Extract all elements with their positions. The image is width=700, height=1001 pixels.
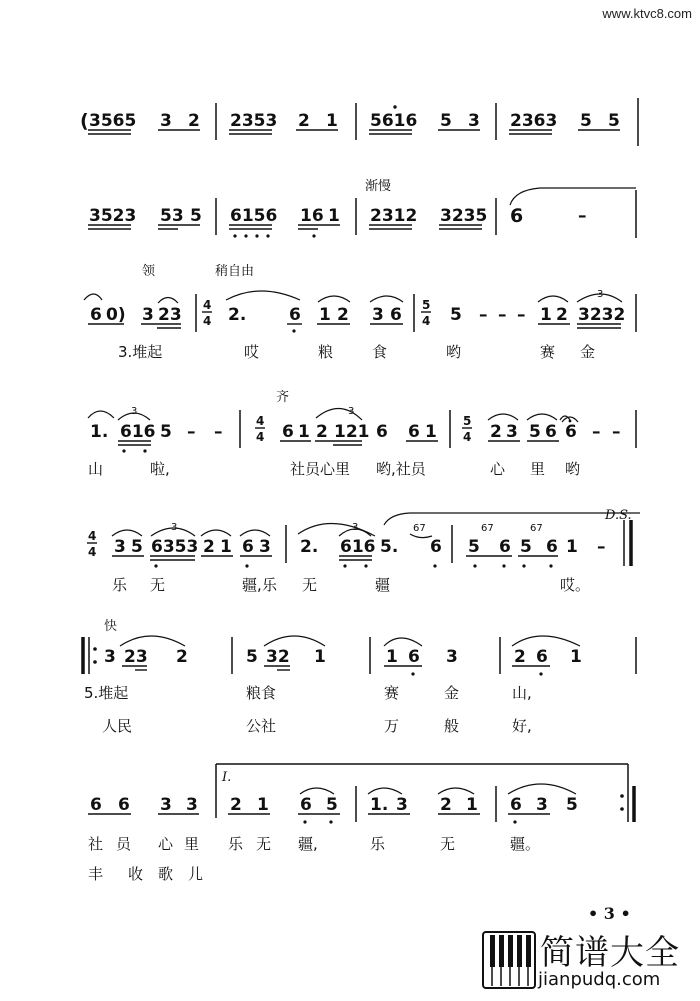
note-group: 2363 [510, 111, 558, 131]
score-line-3 [84, 263, 636, 361]
time-signature-bottom: 4 [256, 430, 265, 444]
direction-solo: 领 [142, 264, 156, 279]
lyric: 山 [88, 460, 104, 478]
note: 3 [446, 647, 458, 667]
dash: – [187, 422, 196, 442]
lyric: 里 [184, 835, 200, 853]
lyric: 哟 [565, 460, 581, 478]
dash: – [597, 537, 606, 557]
lyric: 乐 [370, 835, 386, 853]
note: 6 [390, 305, 402, 325]
score-line-4 [88, 390, 636, 478]
note: 5 [131, 537, 143, 557]
time-signature-bottom: 4 [422, 314, 431, 328]
note: 2 [203, 537, 215, 557]
dash: – [498, 305, 507, 325]
note-group: 23 [124, 647, 148, 667]
lyric: 无 [256, 835, 272, 853]
lyric: 乐 [228, 835, 244, 853]
lyric: 粮食 [246, 684, 277, 702]
dash: – [578, 206, 587, 226]
lyric: 无 [440, 835, 456, 853]
lyric: 疆, [298, 835, 318, 853]
time-signature-top: 4 [203, 298, 212, 312]
time-signature-top: 5 [463, 414, 472, 428]
lyric: 食 [372, 343, 388, 361]
note-group: 2353 [230, 111, 278, 131]
dash: – [214, 422, 223, 442]
lyric: 丰 [88, 865, 104, 883]
note: 3 [186, 795, 198, 815]
note-group: 16 [300, 206, 324, 226]
note: 6 [408, 422, 420, 442]
lyric: 啦, [150, 460, 170, 478]
note: 5 [608, 111, 620, 131]
note: 2 [298, 111, 310, 131]
score-line-1 [80, 98, 638, 146]
note: 5 [520, 537, 532, 557]
note: 2 [440, 795, 452, 815]
note: 5 [326, 795, 338, 815]
note-group: 53 [160, 206, 184, 226]
note: 2 [490, 422, 502, 442]
lyric: 社员心里 [290, 460, 351, 478]
svg-text:3: 3 [348, 406, 355, 417]
note: 1 [540, 305, 552, 325]
lyric: 儿 [188, 865, 204, 883]
lyric: 里 [530, 460, 546, 478]
note: 6 [242, 537, 254, 557]
note-group: 3232 [578, 305, 626, 325]
time-signature-bottom: 4 [88, 545, 97, 559]
note: 6 [408, 647, 420, 667]
dash: – [612, 422, 621, 442]
dash: – [517, 305, 526, 325]
time-signature-bottom: 4 [203, 314, 212, 328]
note: 1 [425, 422, 437, 442]
svg-text:3: 3 [171, 522, 178, 533]
note: 3 [536, 795, 548, 815]
note: 2 [230, 795, 242, 815]
note: 2 [176, 647, 188, 667]
note: 1 [220, 537, 232, 557]
note: 3 [104, 647, 116, 667]
svg-text:3: 3 [131, 406, 138, 417]
note: 1 [257, 795, 269, 815]
lyric: 万 [384, 717, 400, 735]
note-group: 6156 [230, 206, 278, 226]
lyric: 公社 [246, 717, 277, 735]
note: 6 [545, 422, 557, 442]
lyric: 疆。 [510, 835, 541, 853]
lyric: 哟 [446, 343, 462, 361]
lyric: 无 [150, 576, 166, 594]
lyric: 5.堆起 [84, 684, 129, 702]
watermark-url: www.ktvc8.com [602, 6, 692, 21]
page-number: • 3 • [588, 904, 631, 923]
note-group: 121 [334, 422, 370, 442]
open-parenthesis: ( [80, 110, 89, 132]
grace-notes: 67 [530, 523, 543, 534]
note-group: 3565 [89, 111, 137, 131]
note: 5 [440, 111, 452, 131]
note: 6 [510, 795, 522, 815]
note: 1 [319, 305, 331, 325]
note: 1 [298, 422, 310, 442]
lyric: 3.堆起 [118, 343, 163, 361]
note: 6 [565, 422, 577, 442]
note: 5. [380, 537, 399, 557]
note: 5 [468, 537, 480, 557]
lyric: 社 [88, 835, 104, 853]
note: 3 [160, 795, 172, 815]
dash: – [479, 305, 488, 325]
note-group: 3235 [440, 206, 488, 226]
note: 6 [536, 647, 548, 667]
note: 6 [90, 795, 102, 815]
note: 3 [160, 111, 172, 131]
note: 1. [90, 422, 109, 442]
note: 5 [580, 111, 592, 131]
note: 1. [370, 795, 389, 815]
time-signature-top: 5 [422, 298, 431, 312]
lyric: 般 [444, 717, 460, 735]
watermark-site-domain: jianpudq.com [538, 969, 661, 990]
lyric: 好, [512, 717, 532, 735]
lyric: 赛 [540, 343, 556, 361]
note: 6 [430, 537, 442, 557]
note: 6 [90, 305, 102, 325]
note: 5 [529, 422, 541, 442]
note: 1 [386, 647, 398, 667]
note: 3 [372, 305, 384, 325]
note-group: 5616 [370, 111, 418, 131]
lyric: 疆, [242, 576, 262, 594]
lyric: 金 [580, 343, 596, 361]
note: 1 [314, 647, 326, 667]
lyric: 哎 [244, 343, 260, 361]
note: 2 [514, 647, 526, 667]
direction-rubato: 稍自由 [215, 264, 255, 279]
note-group: 23 [158, 305, 182, 325]
direction-fast: 快 [104, 619, 118, 634]
note-group: 2312 [370, 206, 418, 226]
grace-notes: 67 [413, 523, 426, 534]
note: 1 [328, 206, 340, 226]
lyric: 收 [128, 865, 144, 883]
note-group: 6353 [151, 537, 199, 557]
lyric: 疆 [375, 576, 391, 594]
time-signature-top: 4 [256, 414, 265, 428]
note: 5 [160, 422, 172, 442]
note: 1 [326, 111, 338, 131]
lyric: 乐 [262, 576, 278, 594]
note: 6 [282, 422, 294, 442]
lyric: 无 [302, 576, 318, 594]
note: 0) [106, 305, 126, 325]
lyric: 人民 [102, 717, 133, 735]
note: 2. [300, 537, 319, 557]
note: 6 [300, 795, 312, 815]
note: 3 [468, 111, 480, 131]
lyric: 歌 [158, 865, 174, 883]
note: 2 [337, 305, 349, 325]
dash: – [592, 422, 601, 442]
note: 2. [228, 305, 247, 325]
note-group: 32 [266, 647, 290, 667]
note: 3 [142, 305, 154, 325]
note-group: 3523 [89, 206, 137, 226]
note: 3 [114, 537, 126, 557]
dal-segno-mark: D.S. [605, 508, 632, 523]
note: 6 [546, 537, 558, 557]
lyric: 金 [444, 684, 460, 702]
note-group: 616 [340, 537, 376, 557]
svg-text:3: 3 [352, 522, 359, 533]
lyric: 乐 [112, 576, 128, 594]
watermark-logo [482, 925, 694, 995]
note: 5 [190, 206, 202, 226]
lyric: 心 [158, 835, 174, 853]
time-signature-top: 4 [88, 529, 97, 543]
note: 5 [566, 795, 578, 815]
note: 2 [316, 422, 328, 442]
score-line-6 [83, 618, 636, 735]
lyric: 哎。 [560, 576, 591, 594]
score-line-5 [87, 508, 640, 594]
note: 6 [510, 205, 524, 227]
note: 2 [188, 111, 200, 131]
note: 3 [259, 537, 271, 557]
note: 3 [506, 422, 518, 442]
first-ending-mark: I. [222, 770, 232, 785]
lyric: 心 [490, 460, 506, 478]
note: 6 [118, 795, 130, 815]
note: 1 [570, 647, 582, 667]
note: 5 [450, 305, 462, 325]
lyric: 员 [116, 835, 132, 853]
lyric: 赛 [384, 684, 400, 702]
note: 2 [556, 305, 568, 325]
lyric: 哟,社员 [376, 460, 426, 478]
lyric: 山, [512, 684, 532, 702]
grace-notes: 67 [481, 523, 494, 534]
note: 6 [289, 305, 301, 325]
note: 6 [499, 537, 511, 557]
note: 1 [466, 795, 478, 815]
note: 3 [396, 795, 408, 815]
score-line-7 [88, 764, 634, 883]
note: 1 [566, 537, 578, 557]
lyric: 粮 [318, 343, 334, 361]
score-line-2 [88, 178, 636, 238]
piano-keys-icon [482, 931, 536, 989]
svg-text:3: 3 [597, 289, 604, 300]
time-signature-bottom: 4 [463, 430, 472, 444]
note-group: 616 [120, 422, 156, 442]
direction-tutti: 齐 [276, 390, 290, 405]
note: 6 [376, 422, 388, 442]
note: 5 [246, 647, 258, 667]
direction-ritardando: 渐慢 [365, 179, 392, 194]
watermark-site-title: 简谱大全 [540, 933, 680, 973]
